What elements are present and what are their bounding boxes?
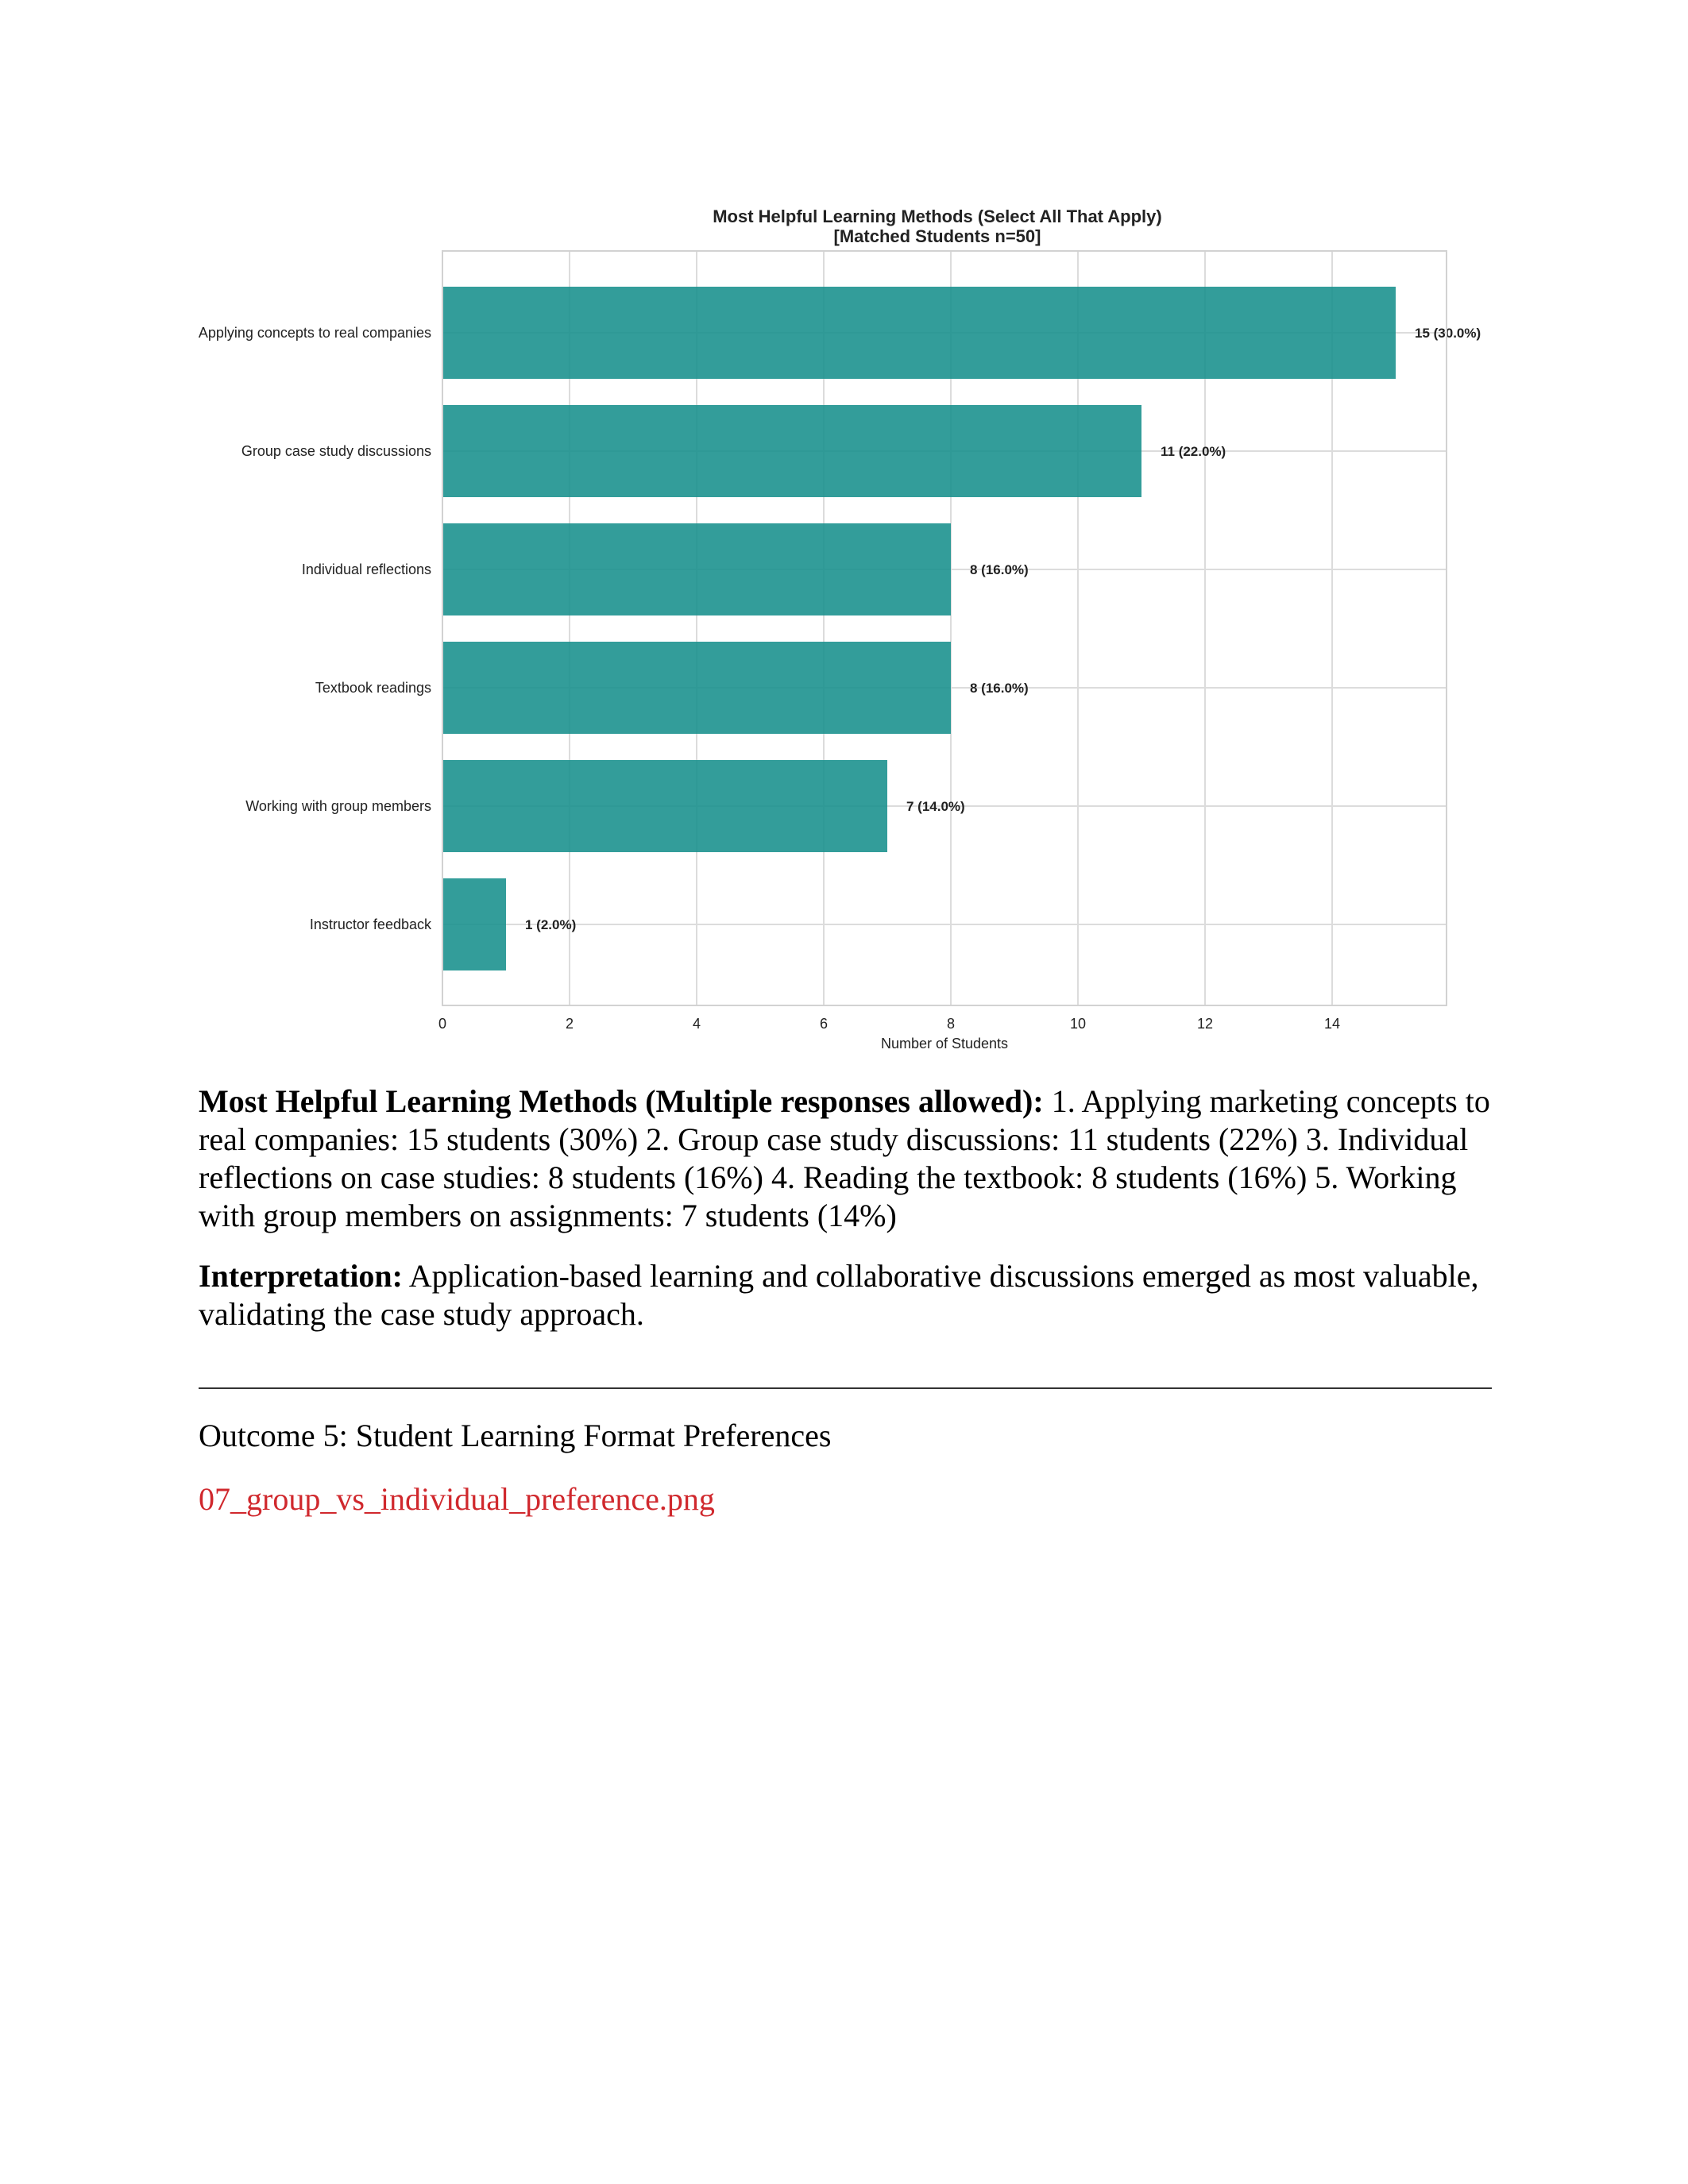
bar-chart: [0, 0, 1688, 1064]
data-label: 1 (2.0%): [525, 917, 577, 932]
interpretation-heading: Interpretation:: [199, 1258, 403, 1294]
x-tick-label: 10: [1069, 1016, 1087, 1032]
category-label: Instructor feedback: [309, 916, 431, 932]
x-tick-label: 4: [692, 1016, 701, 1032]
x-tick-label: 8: [946, 1016, 956, 1032]
summary-heading: Most Helpful Learning Methods (Multiple responses allowed):: [199, 1083, 1044, 1119]
bar-1: [442, 405, 1141, 497]
x-tick-label: 2: [565, 1016, 574, 1032]
data-label: 15 (30.0%): [1415, 326, 1481, 341]
x-tick-label: 14: [1323, 1016, 1341, 1032]
x-tick-label: 6: [819, 1016, 829, 1032]
category-labels: [199, 325, 432, 932]
bar-3: [442, 642, 951, 734]
learning-methods-summary: [199, 1082, 1501, 1235]
category-label: Applying concepts to real companies: [198, 325, 431, 341]
missing-image-filename: 07_group_vs_individual_preference.png: [199, 1481, 715, 1517]
x-axis-label: Number of Students: [880, 1036, 1009, 1051]
horizontal-divider: [199, 1387, 1492, 1389]
bar-5: [442, 878, 506, 970]
category-label: Working with group members: [245, 798, 431, 814]
category-label: Individual reflections: [301, 561, 431, 577]
bar-2: [442, 523, 951, 615]
chart-title: Most Helpful Learning Methods (Select All That Apply): [713, 206, 1162, 226]
outcome-heading: Outcome 5: Student Learning Format Preferences: [199, 1418, 832, 1453]
data-label: 7 (14.0%): [906, 799, 965, 814]
summary-text: 1. Applying marketing concepts to real companies: 15 students (30%) 2. Group case study discussions: 11 students (22%) 3. Individual reflections on case studies: 8 students (16%) 4. Reading the textbook: 8 students (16%) 5. Working with group members on assignments: 7 students (14%): [199, 1083, 1490, 1233]
bar-4: [442, 760, 887, 852]
bars: [442, 287, 1396, 970]
bar-0: [442, 287, 1396, 379]
data-label: 11 (22.0%): [1161, 444, 1226, 459]
data-label: 8 (16.0%): [970, 681, 1029, 696]
category-label: Group case study discussions: [241, 443, 431, 459]
x-tick-label: 12: [1196, 1016, 1214, 1032]
chart-subtitle: [Matched Students n=50]: [833, 226, 1041, 246]
interpretation-text: Application-based learning and collaborative discussions emerged as most valuable, validating the case study approach.: [199, 1258, 1479, 1332]
data-label: 8 (16.0%): [970, 562, 1029, 577]
interpretation-paragraph: [199, 1257, 1501, 1333]
x-tick-labels: [438, 1016, 1340, 1032]
category-label: Textbook readings: [315, 680, 431, 696]
x-tick-label: 0: [438, 1016, 447, 1032]
